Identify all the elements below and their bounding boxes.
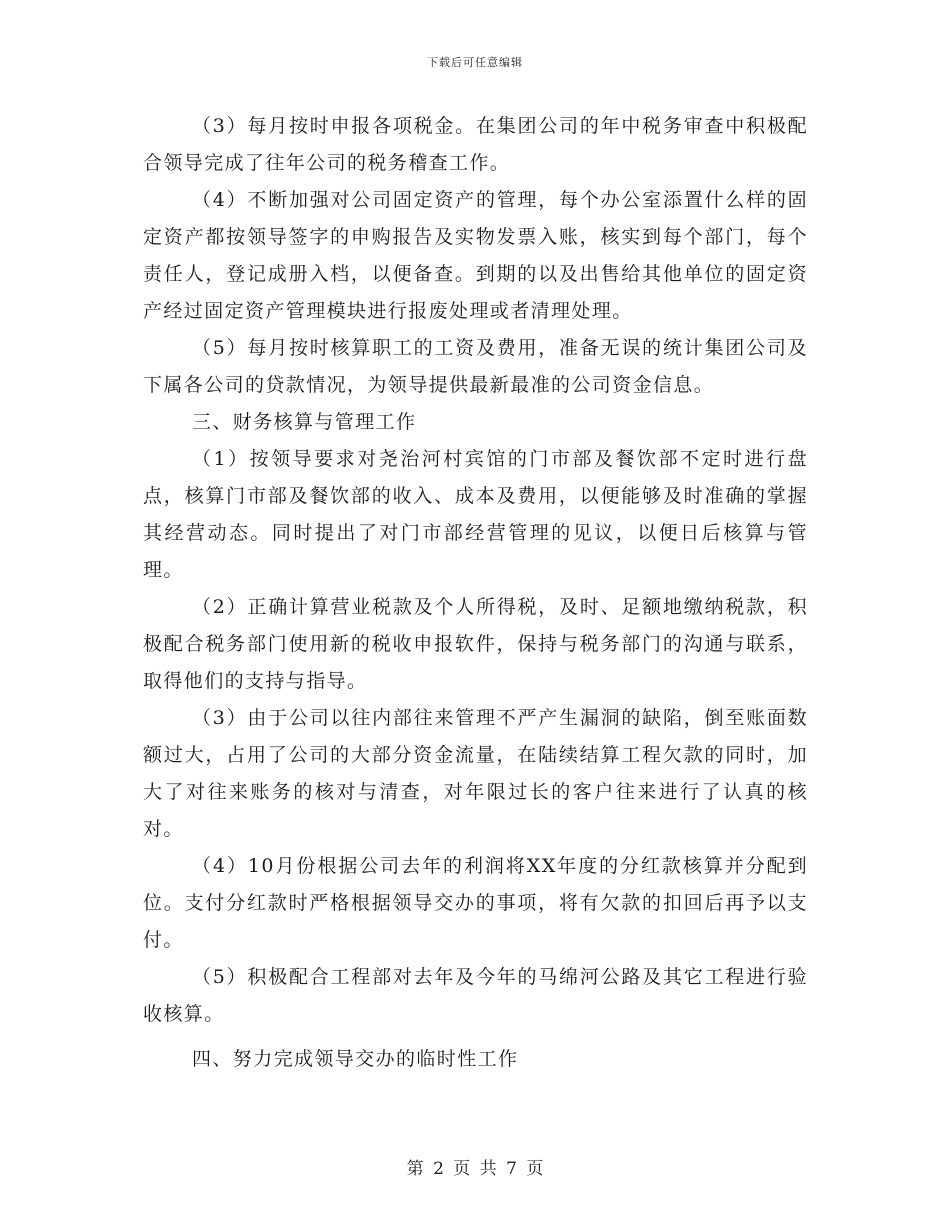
page-footer: 第 2 页 共 7 页 <box>406 1159 544 1179</box>
paragraph-fixed-assets: （4）不断加强对公司固定资产的管理，每个办公室添置什么样的固定资产都按领导签字的申购报告及实物发票入账，核实到每个部门，每个责任人，登记成册入档，以便备查。到期的以及出售给其他单位的固定资产经过固定资产管理模块进行报废处理或者清理处理。 <box>143 189 808 322</box>
page-header: 下载后可任意编辑 <box>427 56 523 69</box>
list-item: （5）积极配合工程部对去年及今年的马绵河公路及其它工程进行验收核算。 <box>143 966 808 1025</box>
list-item: （3）由于公司以往内部往来管理不严产生漏洞的缺陷，倒至账面数额过大，占用了公司的大部分资金流量，在陆续结算工程欠款的同时，加大了对往来账务的核对与清查，对年限过长的客户往来进行了认真的核对。 <box>143 707 808 840</box>
section-heading-temporary-work: 四、努力完成领导交办的临时性工作 <box>192 1048 519 1070</box>
list-item: （4）10月份根据公司去年的利润将XX年度的分红款核算并分配到位。支付分红款时严格根据领导交办的事项，将有欠款的扣回后再予以支付。 <box>143 855 808 951</box>
paragraph-payroll: （5）每月按时核算职工的工资及费用，准备无误的统计集团公司及下属各公司的贷款情况，为领导提供最新最准的公司资金信息。 <box>143 337 808 396</box>
list-item: （1）按领导要求对尧治河村宾馆的门市部及餐饮部不定时进行盘点，核算门市部及餐饮部的收入、成本及费用，以便能够及时准确的掌握其经营动态。同时提出了对门市部经营管理的见议，以便日后核算与管理。 <box>143 448 808 581</box>
section-heading-accounting: 三、财务核算与管理工作 <box>192 411 417 433</box>
list-item: （2）正确计算营业税款及个人所得税，及时、足额地缴纳税款，积极配合税务部门使用新的税收申报软件，保持与税务部门的沟通与联系，取得他们的支持与指导。 <box>143 596 808 692</box>
document-body <box>143 108 808 1078</box>
paragraph-tax-filing: （3）每月按时申报各项税金。在集团公司的年中税务审查中积极配合领导完成了往年公司的税务稽查工作。 <box>143 115 808 174</box>
